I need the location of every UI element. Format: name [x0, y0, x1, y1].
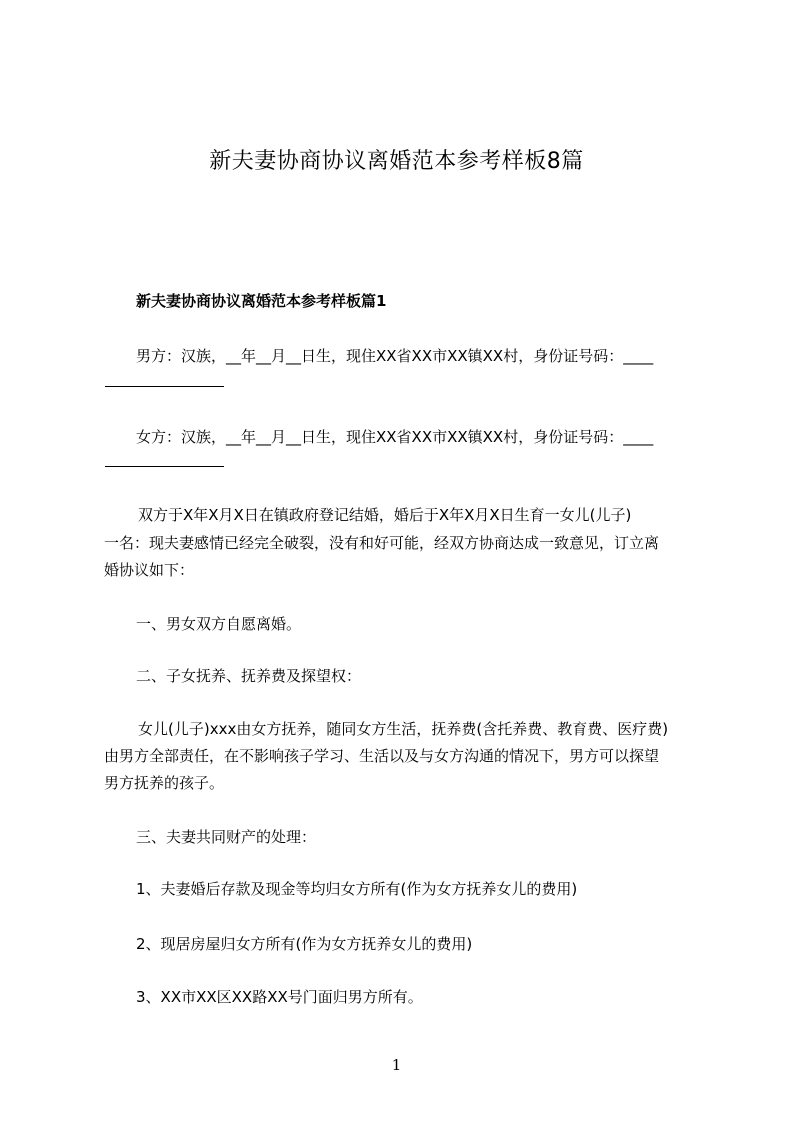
intro-line-2: 一名：现夫妻感情已经完全破裂，没有和好可能，经双方协商达成一致意见，订立离	[104, 534, 660, 552]
male-id-underline	[105, 386, 224, 387]
female-party-line: 女方：汉族，__年__月__日生，现住XX省XX市XX镇XX村，身份证号码：____	[136, 428, 654, 446]
female-id-underline	[105, 466, 224, 467]
custody-line-2: 由男方全部责任，在不影响孩子学习、生活以及与女方沟通的情况下，男方可以探望	[104, 747, 660, 765]
clause-1: 一、男女双方自愿离婚。	[136, 615, 302, 633]
page-number: 1	[391, 1056, 402, 1074]
section-heading: 新夫妻协商协议离婚范本参考样板篇1	[136, 292, 387, 310]
intro-line-3: 婚协议如下：	[104, 561, 195, 579]
property-item-1: 1、夫妻婚后存款及现金等均归女方所有(作为女方抚养女儿的费用)	[136, 880, 578, 898]
custody-line-3: 男方抚养的孩子。	[104, 774, 225, 792]
clause-3: 三、夫妻共同财产的处理：	[136, 828, 317, 846]
male-party-line: 男方：汉族，__年__月__日生，现住XX省XX市XX镇XX村，身份证号码：____	[136, 347, 654, 365]
clause-2: 二、子女抚养、抚养费及探望权：	[136, 667, 362, 685]
document-title: 新夫妻协商协议离婚范本参考样板8篇	[209, 149, 584, 174]
property-item-3: 3、XX市XX区XX路XX号门面归男方所有。	[136, 988, 423, 1006]
property-item-2: 2、现居房屋归女方所有(作为女方抚养女儿的费用)	[136, 935, 473, 953]
intro-line-1: 双方于X年X月X日在镇政府登记结婚，婚后于X年X月X日生育一女儿(儿子)	[138, 506, 632, 524]
custody-line-1: 女儿(儿子)xxx由女方抚养，随同女方生活，抚养费(含托养费、教育费、医疗费)	[138, 720, 669, 738]
